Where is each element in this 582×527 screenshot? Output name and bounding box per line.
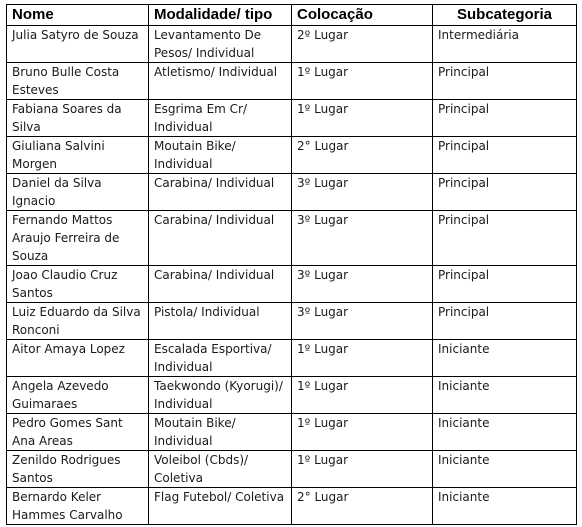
cell-modalidade: Moutain Bike/ Individual [149,414,292,451]
cell-subcategoria: Principal [433,100,577,137]
table-row [7,137,577,174]
cell-colocacao: 1º Lugar [292,414,433,451]
cell-subcategoria: Principal [433,303,577,340]
cell-subcategoria: Iniciante [433,451,577,488]
cell-subcategoria: Principal [433,63,577,100]
cell-colocacao: 3º Lugar [292,303,433,340]
cell-modalidade: Atletismo/ Individual [149,63,292,100]
cell-subcategoria: Iniciante [433,488,577,525]
cell-nome: Angela Azevedo Guimaraes [7,377,149,414]
cell-colocacao: 3º Lugar [292,266,433,303]
cell-colocacao: 2° Lugar [292,137,433,174]
cell-colocacao: 1º Lugar [292,340,433,377]
table-row [7,63,577,100]
cell-colocacao: 1º Lugar [292,100,433,137]
cell-modalidade: Moutain Bike/ Individual [149,137,292,174]
header-row [7,5,577,26]
cell-nome: Daniel da Silva Ignacio [7,174,149,211]
cell-subcategoria: Iniciante [433,414,577,451]
cell-modalidade: Carabina/ Individual [149,266,292,303]
results-table [6,4,577,525]
cell-nome: Aitor Amaya Lopez [7,340,149,377]
table-row [7,266,577,303]
cell-nome: Bernardo Keler Hammes Carvalho [7,488,149,525]
cell-modalidade: Levantamento De Pesos/ Individual [149,26,292,63]
table-row [7,211,577,266]
table-row [7,340,577,377]
table-row [7,488,577,525]
cell-colocacao: 3º Lugar [292,174,433,211]
cell-colocacao: 2º Lugar [292,26,433,63]
cell-colocacao: 3º Lugar [292,211,433,266]
table-row [7,174,577,211]
header-nome: Nome [7,5,149,26]
cell-nome: Joao Claudio Cruz Santos [7,266,149,303]
cell-modalidade: Escalada Esportiva/ Individual [149,340,292,377]
cell-colocacao: 1º Lugar [292,451,433,488]
header-subcategoria: Subcategoria [433,5,577,26]
cell-subcategoria: Principal [433,211,577,266]
cell-modalidade: Voleibol (Cbds)/ Coletiva [149,451,292,488]
cell-subcategoria: Principal [433,137,577,174]
cell-nome: Giuliana Salvini Morgen [7,137,149,174]
cell-nome: Fabiana Soares da Silva [7,100,149,137]
cell-colocacao: 1º Lugar [292,377,433,414]
cell-modalidade: Carabina/ Individual [149,211,292,266]
header-colocacao: Colocação [292,5,433,26]
cell-subcategoria: Principal [433,266,577,303]
cell-nome: Julia Satyro de Souza [7,26,149,63]
cell-nome: Zenildo Rodrigues Santos [7,451,149,488]
cell-colocacao: 2° Lugar [292,488,433,525]
cell-subcategoria: Principal [433,174,577,211]
table-row [7,377,577,414]
table-row [7,303,577,340]
cell-modalidade: Taekwondo (Kyorugi)/ Individual [149,377,292,414]
cell-subcategoria: Intermediária [433,26,577,63]
cell-nome: Luiz Eduardo da Silva Ronconi [7,303,149,340]
cell-nome: Fernando Mattos Araujo Ferreira de Souza [7,211,149,266]
cell-subcategoria: Iniciante [433,377,577,414]
cell-nome: Pedro Gomes Sant Ana Areas [7,414,149,451]
cell-modalidade: Carabina/ Individual [149,174,292,211]
cell-colocacao: 1º Lugar [292,63,433,100]
table-row [7,414,577,451]
table-row [7,100,577,137]
table-row [7,451,577,488]
cell-subcategoria: Iniciante [433,340,577,377]
cell-modalidade: Pistola/ Individual [149,303,292,340]
cell-modalidade: Flag Futebol/ Coletiva [149,488,292,525]
cell-modalidade: Esgrima Em Cr/ Individual [149,100,292,137]
header-modalidade: Modalidade/ tipo [149,5,292,26]
table-row [7,26,577,63]
cell-nome: Bruno Bulle Costa Esteves [7,63,149,100]
